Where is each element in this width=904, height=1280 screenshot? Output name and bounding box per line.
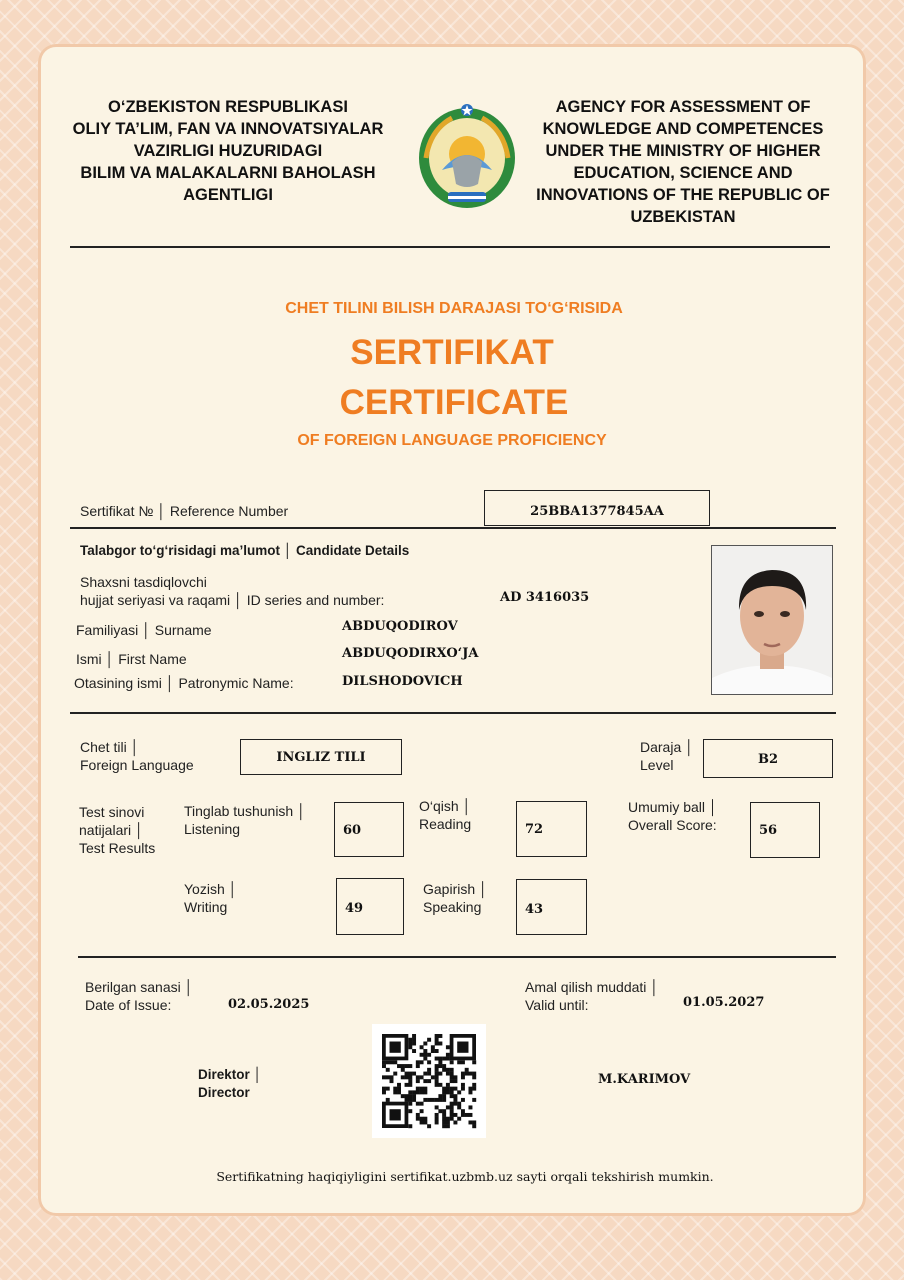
- director-label-line-2: Director: [198, 1085, 250, 1100]
- writing-label: [184, 880, 237, 916]
- speaking-score: 43: [525, 902, 544, 917]
- header-right-line: UZBEKISTAN: [630, 208, 736, 226]
- test-results-label: [79, 803, 155, 857]
- writing-score-box: [336, 878, 404, 935]
- header-left-line: VAZIRLIGI HUZURIDAGI: [133, 142, 323, 160]
- writing-label-line-2: Writing: [184, 899, 228, 915]
- listening-label: [184, 802, 306, 838]
- header-divider: [70, 246, 830, 248]
- language-label-line-1: Chet tili │: [80, 739, 140, 755]
- candidate-divider: [70, 712, 836, 714]
- director-label-line-1: Direktor │: [198, 1067, 262, 1082]
- header-right-en: [522, 96, 844, 228]
- reading-score: 72: [525, 822, 544, 837]
- header-left-line: OLIY TA’LIM, FAN VA INNOVATSIYALAR: [72, 120, 384, 138]
- issue-date-label: [85, 978, 193, 1014]
- valid-until-label-line-1: Amal qilish muddati │: [525, 979, 660, 995]
- surname-label: Familiyasi │ Surname: [76, 622, 212, 638]
- overall-label-line-2: Overall Score:: [628, 817, 717, 833]
- reading-label-line-2: Reading: [419, 816, 472, 832]
- header-left-line: AGENTLIGI: [183, 186, 273, 204]
- speaking-label-line-1: Gapirish │: [423, 881, 488, 897]
- patronymic-value: DILSHODOVICH: [342, 674, 463, 689]
- test-results-label-line-3: Test Results: [79, 840, 156, 856]
- test-results-label-line-1: Test sinovi: [79, 804, 145, 820]
- id-label-line-2: hujjat seriyasi va raqami │ ID series and number:: [80, 592, 385, 608]
- valid-until-label-line-2: Valid until:: [525, 997, 589, 1013]
- header-left-uz: [58, 96, 398, 206]
- language-label-line-2: Foreign Language: [80, 757, 194, 773]
- candidate-photo: [711, 545, 833, 695]
- issue-date-label-line-2: Date of Issue:: [85, 997, 172, 1013]
- language-label: [80, 738, 194, 774]
- overall-score: 56: [759, 823, 778, 838]
- id-label: [80, 573, 384, 609]
- level-value: B2: [757, 752, 779, 767]
- issue-date-label-line-1: Berilgan sanasi │: [85, 979, 194, 995]
- listening-score-box: [334, 802, 404, 857]
- level-box: [703, 739, 833, 778]
- reading-label-line-1: O‘qish │: [419, 798, 472, 814]
- header-right-line: UNDER THE MINISTRY OF HIGHER: [545, 142, 821, 160]
- issue-date-value: 02.05.2025: [228, 997, 310, 1012]
- reference-label: Sertifikat № │ Reference Number: [80, 503, 289, 519]
- language-value: INGLIZ TILI: [276, 750, 366, 765]
- speaking-label: [423, 880, 488, 916]
- surname-value: ABDUQODIROV: [342, 619, 458, 634]
- results-divider: [78, 956, 836, 958]
- overall-score-box: [750, 802, 820, 858]
- qr-code-icon[interactable]: [372, 1024, 486, 1138]
- candidate-section-title: Talabgor to‘g‘risidagi ma’lumot │ Candidate Details: [80, 543, 410, 558]
- first-name-label: Ismi │ First Name: [76, 651, 187, 667]
- header-right-line: KNOWLEDGE AND COMPETENCES: [542, 120, 824, 138]
- reference-number-value: 25BBA1377845AA: [530, 504, 664, 519]
- verification-note: Sertifikatning haqiqiyligini sertifikat.uzbmb.uz sayti orqali tekshirish mumkin.: [216, 1169, 714, 1184]
- speaking-score-box: [516, 879, 587, 935]
- first-name-value: ABDUQODIRXO‘JA: [342, 646, 479, 661]
- level-label-line-1: Daraja │: [640, 739, 694, 755]
- director-name: M.KARIMOV: [598, 1072, 691, 1087]
- listening-label-line-1: Tinglab tushunish │: [184, 803, 306, 819]
- test-results-label-line-2: natijalari │: [79, 822, 144, 838]
- state-emblem-icon: [412, 100, 522, 212]
- id-value: AD 3416035: [500, 590, 590, 605]
- reference-divider: [70, 527, 836, 529]
- header-left-line: BILIM VA MALAKALARNI BAHOLASH: [80, 164, 376, 182]
- language-box: [240, 739, 402, 775]
- title-uz: SERTIFIKAT: [350, 333, 554, 372]
- level-label: [640, 738, 694, 774]
- id-label-line-1: Shaxsni tasdiqlovchi: [80, 574, 207, 590]
- valid-until-label: [525, 978, 659, 1014]
- level-label-line-2: Level: [640, 757, 674, 773]
- director-label: [198, 1066, 262, 1102]
- reading-label: [419, 797, 471, 833]
- header-right-line: AGENCY FOR ASSESSMENT OF: [555, 98, 811, 116]
- listening-score: 60: [343, 823, 362, 838]
- reference-number-box: [484, 490, 710, 526]
- patronymic-label: Otasining ismi │ Patronymic Name:: [74, 675, 294, 691]
- title-en: CERTIFICATE: [339, 383, 569, 422]
- writing-score: 49: [345, 901, 364, 916]
- speaking-label-line-2: Speaking: [423, 899, 482, 915]
- header-right-line: EDUCATION, SCIENCE AND: [573, 164, 793, 182]
- header-left-line: O‘ZBEKISTON RESPUBLIKASI: [108, 98, 348, 116]
- sub-title: OF FOREIGN LANGUAGE PROFICIENCY: [297, 432, 607, 449]
- overall-label: [628, 798, 718, 834]
- reading-score-box: [516, 801, 587, 857]
- pre-title: CHET TILINI BILISH DARAJASI TO‘G‘RISIDA: [285, 300, 623, 317]
- header-right-line: INNOVATIONS OF THE REPUBLIC OF: [536, 186, 830, 204]
- listening-label-line-2: Listening: [184, 821, 241, 837]
- valid-until-value: 01.05.2027: [683, 995, 765, 1010]
- overall-label-line-1: Umumiy ball │: [628, 799, 718, 815]
- writing-label-line-1: Yozish │: [184, 881, 238, 897]
